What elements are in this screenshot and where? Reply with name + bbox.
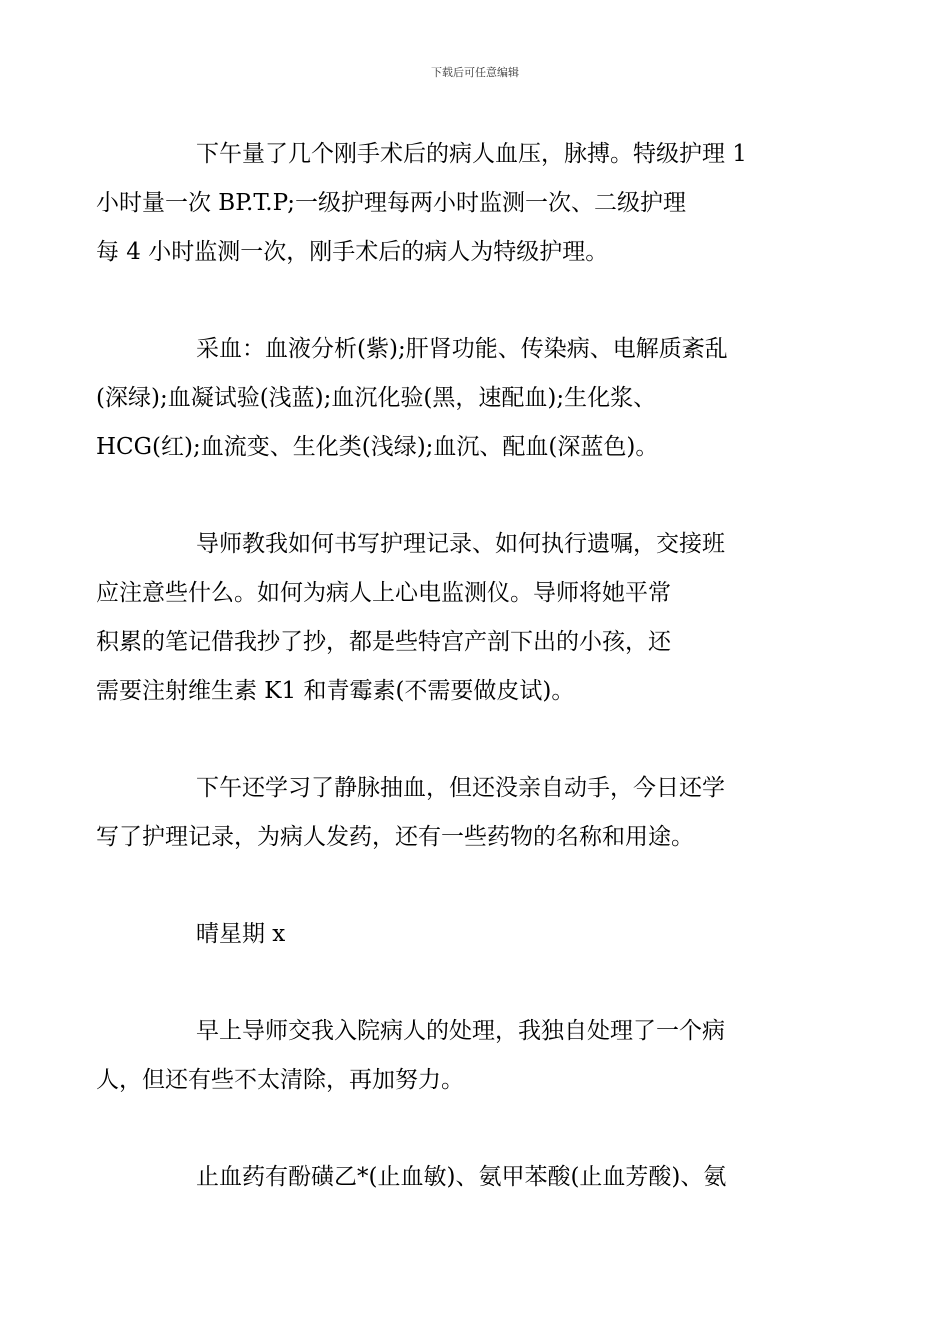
text-line: 晴星期 x — [196, 921, 286, 947]
paragraph-day-heading — [146, 910, 816, 959]
page-header: 下载后可任意编辑 — [431, 66, 519, 79]
text-line: HCG(红);血流变、生化类(浅绿);血沉、配血(深蓝色)。 — [96, 434, 659, 460]
paragraph-hemostatic-drugs — [146, 1153, 816, 1202]
text-line: 每 4 小时监测一次，刚手术后的病人为特级护理。 — [96, 239, 609, 265]
text-line: 需要注射维生素 K1 和青霉素(不需要做皮试)。 — [96, 678, 575, 704]
text-line: 早上导师交我入院病人的处理，我独自处理了一个病 — [196, 1018, 725, 1044]
paragraph-afternoon-learning — [96, 764, 816, 862]
text-line: 下午量了几个刚手术后的病人血压，脉搏。特级护理 1 — [196, 141, 747, 167]
text-line: 小时量一次 BP.T.P;一级护理每两小时监测一次、二级护理 — [96, 190, 687, 216]
paragraph-admission-handling — [96, 1007, 816, 1105]
text-line: 积累的笔记借我抄了抄，都是些特宫产剖下出的小孩，还 — [96, 629, 671, 655]
text-line: (深绿);血凝试验(浅蓝);血沉化验(黑，速配血);生化浆、 — [96, 385, 657, 411]
text-line: 止血药有酚磺乙*(止血敏)、氨甲苯酸(止血芳酸)、氨 — [196, 1164, 727, 1190]
text-line: 应注意些什么。如何为病人上心电监测仪。导师将她平常 — [96, 580, 671, 606]
text-line: 导师教我如何书写护理记录、如何执行遗嘱，交接班 — [196, 531, 725, 557]
paragraph-blood-sampling — [96, 325, 816, 472]
text-line: 人，但还有些不太清除，再加努力。 — [96, 1067, 464, 1093]
paragraph-mentor-guidance — [96, 520, 816, 716]
text-line: 采血：血液分析(紫);肝肾功能、传染病、电解质紊乱 — [196, 336, 728, 362]
text-line: 下午还学习了静脉抽血，但还没亲自动手，今日还学 — [196, 775, 725, 801]
text-line: 写了护理记录，为病人发药，还有一些药物的名称和用途。 — [96, 824, 694, 850]
paragraph-vital-signs — [96, 130, 816, 277]
document-body — [96, 130, 816, 1202]
